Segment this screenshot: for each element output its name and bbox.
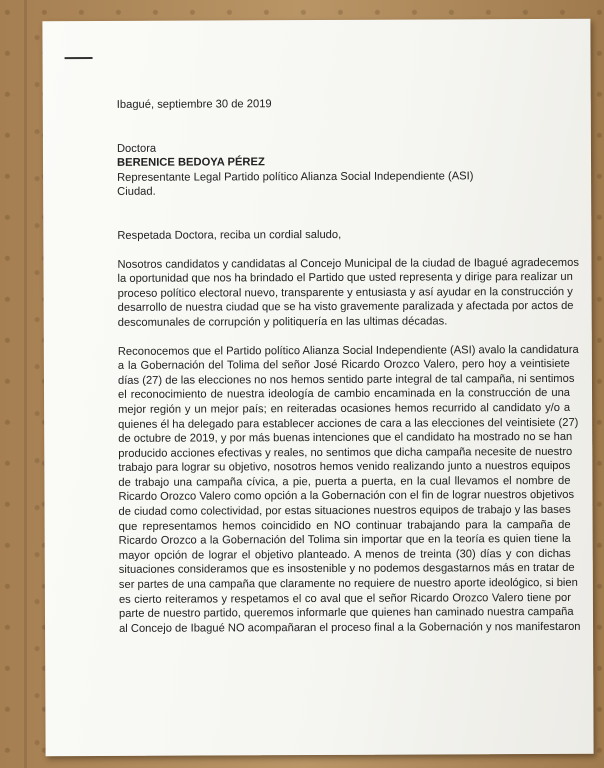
recipient-position: Representante Legal Partido político Alianza Social Independiente (ASI) — [117, 170, 474, 184]
letter-page — [42, 19, 593, 756]
paragraph-line: de trabajo una campaña cívica, a pie, puerta a puerta, en la cual llevamos el nombre de — [118, 474, 571, 489]
paragraph-line: trabajo para lograr su objetivo, nosotros hemos venido realizando junto a nuestros equipos — [118, 460, 571, 475]
paragraph-line: mayor opción de lograr el objetivo planteado. A menos de treinta (30) días y con dichas — [118, 547, 571, 562]
pen-mark — [65, 57, 93, 59]
recipient-name: BERENICE BEDOYA PÉREZ — [116, 156, 265, 170]
salutation: Respetada Doctora, reciba un cordial saludo, — [117, 228, 342, 242]
paragraph-line: que representamos hemos coincidido en NO continuar trabajando para la campaña de — [118, 518, 571, 533]
paragraph-line: desarrollo de nuestra ciudad que se ha visto gravemente paralizada y afectada por actos de — [117, 300, 574, 315]
paragraph-line: Reconocemos que el Partido político Alianza Social Independiente (ASI) avalo la candidatura — [117, 343, 579, 358]
paragraph-line: descomunales de corrupción y politiquería en las ultimas décadas. — [117, 315, 448, 329]
recipient-city: Ciudad. — [117, 186, 156, 199]
paragraph-line: la oportunidad que nos ha brindado el Partido que usted representa y dirige para realizar un — [117, 271, 573, 286]
paragraph-line: situaciones consideramos que es insostenible y no podemos desgastarnos más en tratar de — [118, 562, 575, 577]
paragraph-1 — [117, 255, 579, 330]
paragraph-line: a la Gobernación del Tolima del señor José Ricardo Orozco Valero, pero hoy a veintisiete — [117, 358, 570, 372]
paragraph-line: Nosotros candidatos y candidatas al Concejo Municipal de la ciudad de Ibagué agradecemos — [117, 256, 579, 271]
paragraph-line: es cierto reiteramos y respetamos el co aval que el señor Ricardo Orozco Valero tiene por — [118, 591, 571, 606]
paragraph-line: producido acciones efectivas y reales, no sentimos que dicha campaña necesite de nuestro — [118, 445, 573, 460]
paragraph-line: de octubre de 2019, y por más buenas intenciones que el candidato ha mostrado no se han — [118, 430, 573, 445]
paragraph-line: mejor región y un mejor país; en reiteradas ocasiones hemos recurrido al candidato y/o a — [118, 401, 571, 416]
paragraph-line: el reconocimiento de nuestra ideología de cambio encaminada en la construcción de una — [118, 387, 571, 402]
paragraph-line: ser partes de una campaña que claramente no requiere de nuestro aporte ideológico, si bien — [118, 576, 578, 591]
wood-board-seam — [24, 0, 27, 768]
letter-body — [116, 96, 581, 636]
paragraph-line: quienes él ha delegado para establecer acciones de cara a las elecciones del veintisiete (27) — [118, 416, 579, 431]
paragraph-2 — [117, 342, 581, 636]
paragraph-line: al Concejo de Ibagué NO acompañaran el proceso final a la Gobernación y nos manifestaron — [119, 620, 581, 635]
letter-date: Ibagué, septiembre 30 de 2019 — [116, 98, 272, 111]
paragraph-line: parte de nuestro partido, queremos informarle que quienes han caminado nuestra campaña — [118, 606, 574, 621]
paragraph-line: días (27) de las elecciones no nos hemos sentido parte integral de tal campaña, ni sentimos — [117, 372, 575, 387]
paragraph-line: Ricardo Orozco Valero como opción a la Gobernación con el fin de lograr nuestros objetivos — [118, 489, 575, 504]
paragraph-line: proceso político electoral nuevo, transparente y entusiasta y así ayudar en la construcción y — [117, 285, 573, 300]
paragraph-line: de ciudad como colectividad, por estas situaciones nuestros equipos de trabajo y las bases — [118, 503, 571, 518]
paragraph-line: Ricardo Orozco a la Gobernación del Tolima sin importar que en la teoría es quien tiene la — [118, 533, 571, 548]
recipient-title: Doctora — [116, 142, 157, 155]
